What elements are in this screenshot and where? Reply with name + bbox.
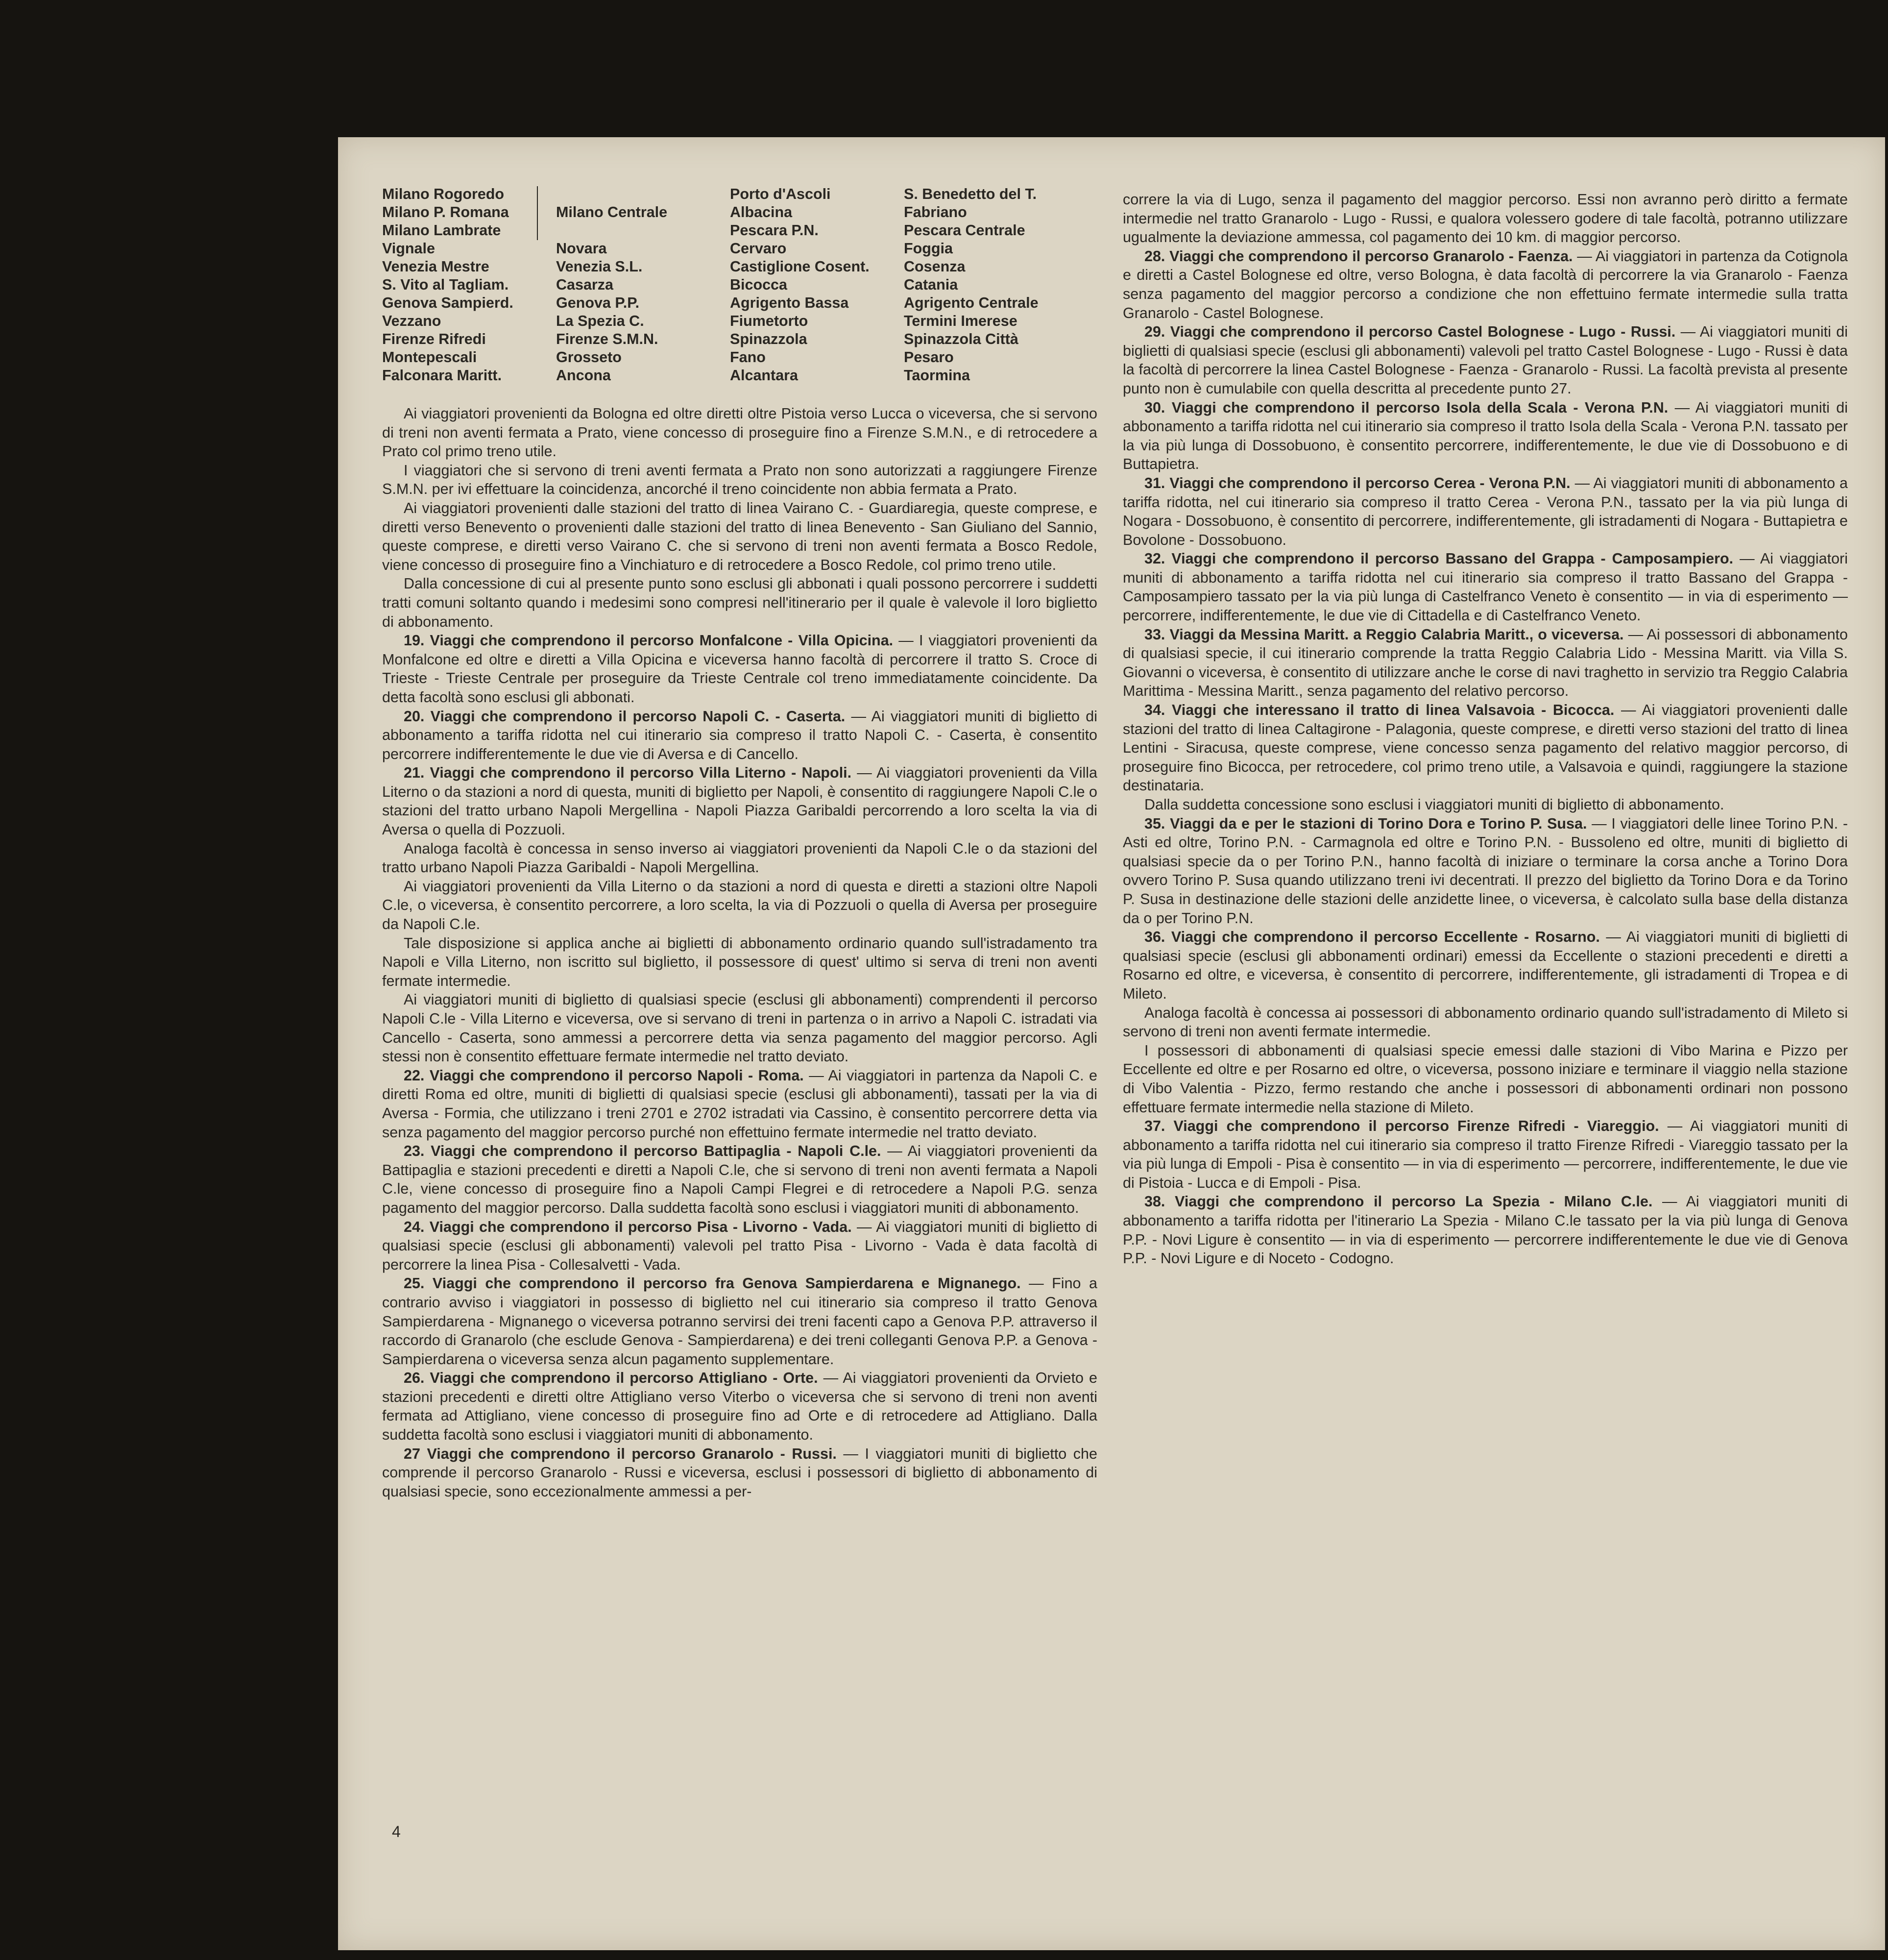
station-name: Genova P.P.: [556, 294, 640, 311]
paragraph: I viaggiatori che si servono di treni aventi fermata a Prato non sono autorizzati a raggiungere Firenze S.M.N. per ivi effettuare la coincidenza, ancorché il treno coincidente non abbia fermata a Prato.: [382, 462, 1097, 498]
section-body: — Fino a contrario avviso i viaggiatori in possesso di biglietto nel cui itinerario sia compreso il tratto Genova Sampierdarena - Mignanego o viceversa potranno servirsi dei treni facenti capo a Genova P.P. attraverso il raccordo di Granarolo (che esclude Genova - Sampierdarena) e dei treni colleganti Genova P.P. a Genova - Sampierdarena o viceversa senza alcun pagamento supplementare.: [382, 1275, 1097, 1368]
section-body: — Ai viaggiatori provenienti dalle stazioni del tratto di linea Caltagirone - Palagonia, queste comprese, e diretti verso stazioni del tratto di linea Lentini - Siracusa, queste comprese, viene concesso senza pagamento del relativo maggior percorso, di proseguire fino Bicocca, per retrocedere, col primo treno utile, a Valsavoia e quindi, raggiungere la stazione destinataria.: [1123, 702, 1848, 794]
station-name: Firenze S.M.N.: [556, 331, 658, 347]
station-name: Cervaro: [730, 240, 787, 257]
station-name: Foggia: [904, 240, 953, 257]
station-name: S. Vito al Tagliam.: [382, 276, 509, 293]
section-heading: 26. Viaggi che comprendono il percorso Attigliano - Orte.: [404, 1370, 818, 1387]
station-name: Spinazzola: [730, 331, 807, 347]
page-number: 4: [392, 1823, 401, 1840]
station-name: Agrigento Bassa: [730, 294, 849, 311]
section-body: — I viaggiatori muniti di biglietto che comprende il percorso Granarolo - Russi e viceversa, esclusi i possessori di biglietto di abbonamento di qualsiasi specie, sono eccezionalmente ammessi a per-: [382, 1445, 1097, 1500]
station-name: Termini Imerese: [904, 313, 1017, 329]
section-21: [382, 763, 1097, 839]
station-brace: [537, 186, 543, 240]
section-body: — Ai viaggiatori muniti di abbonamento a tariffa ridotta nel cui itinerario sia compreso il tratto Firenze Rifredi - Viareggio tassato per la via più lunga di Empoli - Pisa è consentito — in via di esperimento — percorrere, indifferentemente, le due vie di Pistoia - Lucca e di Empoli - Pisa.: [1123, 1118, 1848, 1191]
section-heading: 19. Viaggi che comprendono il percorso Monfalcone - Villa Opicina.: [404, 632, 894, 649]
paragraph: Dalla suddetta concessione sono esclusi i viaggiatori muniti di biglietto di abbonamento.: [1144, 796, 1724, 813]
paragraph: Ai viaggiatori provenienti da Villa Literno o da stazioni a nord di questa e diretti a stazioni oltre Napoli C.le, o viceversa, è consentito percorrere, a loro scelta, la via di Pozzuoli o quella di Aversa per proseguire da Napoli C.le.: [382, 878, 1097, 933]
section-heading: 27 Viaggi che comprendono il percorso Granarolo - Russi.: [404, 1445, 837, 1462]
station-name: Venezia Mestre: [382, 258, 489, 275]
station-name: La Spezia C.: [556, 313, 644, 329]
section-heading: 35. Viaggi da e per le stazioni di Torino Dora e Torino P. Susa.: [1144, 815, 1587, 832]
station-name: Grosseto: [556, 349, 622, 366]
station-name: Milano P. Romana: [382, 204, 509, 220]
section-heading: 24. Viaggi che comprendono il percorso Pisa - Livorno - Vada.: [404, 1218, 852, 1235]
paragraph: Tale disposizione si applica anche ai biglietti di abbonamento ordinario quando sull'istradamento tra Napoli e Villa Literno, non iscritto sul biglietto, il possessore di quest' ultimo si serva di treni non aventi fermate intermedie.: [382, 934, 1097, 989]
section-30: [1123, 398, 1848, 474]
station-name: Firenze Rifredi: [382, 331, 486, 347]
section-body: — Ai viaggiatori muniti di biglietto di qualsiasi specie (esclusi gli abbonamenti) valevoli pel tratto Pisa - Livorno - Vada è data facoltà di percorrere la linea Pisa - Collesalvetti - Vada.: [382, 1218, 1097, 1273]
section-37: [1123, 1117, 1848, 1192]
station-name: Fiumetorto: [730, 313, 808, 329]
section-body: — Ai possessori di abbonamento di qualsiasi specie, il cui itinerario comprende la tratta Reggio Calabria Lido - Messina Maritt. via Villa S. Giovanni o viceversa, è consentito di utilizzare anche le corse di navi traghetto in servizio tra Reggio Calabria Marittima - Messina Maritt., senza pagamento del relativo percorso.: [1123, 626, 1848, 700]
stations-col-1: [382, 185, 556, 385]
station-name: Ancona: [556, 367, 611, 384]
section-heading: 20. Viaggi che comprendono il percorso Napoli C. - Caserta.: [404, 708, 846, 725]
section-31: [1123, 474, 1848, 549]
paragraph: I possessori di abbonamenti di qualsiasi specie emessi dalle stazioni di Vibo Marina e Pizzo per Eccellente ed oltre e per Rosarno ed oltre, o viceversa, possono iniziare e terminare il viaggio nella stazione di Vibo Valentia - Pizzo, fermo restando che anche i possessori di abbonamenti ordinari non possono effettuare fermate intermedie nella stazione di Mileto.: [1123, 1042, 1848, 1116]
stations-col-4: [904, 185, 1078, 385]
section-body: — Ai viaggiatori muniti di abbonamento a tariffa ridotta, nel cui itinerario sia compreso il tratto Cerea - Verona P.N., tassato per la via più lunga di Nogara - Dossobuono, è consentito di percorrere, indifferentemente, gli istradamenti di Nogara - Buttapietra e Bovolone - Dossobuono.: [1123, 474, 1848, 548]
section-heading: 21. Viaggi che comprendono il percorso Villa Literno - Napoli.: [404, 764, 852, 782]
paragraph: Dalla concessione di cui al presente punto sono esclusi gli abbonati i quali possono percorrere i suddetti tratti comuni soltanto quando i medesimi sono compresi nell'itinerario per il quale è valevole il loro biglietto di abbonamento.: [382, 575, 1097, 630]
section-heading: 37. Viaggi che comprendono il percorso Firenze Rifredi - Viareggio.: [1144, 1118, 1659, 1135]
section-body: — Ai viaggiatori muniti di abbonamento a tariffa ridotta nel cui itinerario sia compreso il tratto Isola della Scala - Verona P.N. tassato per la via più lunga di Dossobuono, è consentito percorrere, indifferentemente, le due vie di Dossobuono e di Buttapietra.: [1123, 399, 1848, 473]
section-34: [1123, 701, 1848, 795]
station-name: Bicocca: [730, 276, 787, 293]
section-23: [382, 1142, 1097, 1217]
section-heading: 22. Viaggi che comprendono il percorso Napoli - Roma.: [404, 1067, 804, 1084]
station-name: Novara: [556, 240, 607, 257]
station-name: Agrigento Centrale: [904, 294, 1039, 311]
section-body: — Ai viaggiatori provenienti da Villa Literno o da stazioni a nord di questa, muniti di biglietto per Napoli, è consentito di raggiungere Napoli C.le o stazioni del tratto urbano Napoli Mergellina - Napoli Piazza Garibaldi percorrendo a loro scelta la via di Aversa o quella di Pozzuoli.: [382, 764, 1098, 838]
section-body: — Ai viaggiatori muniti di biglietti di qualsiasi specie (esclusi gli abbonamenti ordinari) emessi da Eccellente o stazioni precedenti e diretti a Rosarno ed oltre, e viceversa, è consentito di percorrere, indifferentemente, gli istradamenti di Tropea e di Mileto.: [1123, 929, 1848, 1002]
station-name: Pescara P.N.: [730, 222, 819, 239]
station-name: Albacina: [730, 204, 793, 220]
section-26: [382, 1369, 1097, 1444]
section-22: [382, 1066, 1097, 1142]
left-column: [382, 185, 1097, 1501]
stations-col-3: [730, 185, 904, 385]
section-heading: 30. Viaggi che comprendono il percorso Isola della Scala - Verona P.N.: [1144, 399, 1669, 416]
section-29: [1123, 322, 1848, 398]
section-heading: 38. Viaggi che comprendono il percorso La Spezia - Milano C.le.: [1144, 1193, 1653, 1210]
section-36: [1123, 928, 1848, 1003]
paragraph: Analoga facoltà è concessa in senso inverso ai viaggiatori provenienti da Napoli C.le o da stazioni del tratto urbano Napoli Piazza Garibaldi - Napoli Mergellina.: [382, 840, 1097, 876]
station-name: Vezzano: [382, 313, 441, 329]
station-name: Cosenza: [904, 258, 966, 275]
station-name: Montepescali: [382, 349, 477, 366]
section-body: — Ai viaggiatori provenienti da Battipaglia e stazioni precedenti e diretti a Napoli C.le, che si servono di treni non aventi fermata a Napoli C.le, viene concesso di proseguire fino a Napoli Campi Flegrei e di retrocedere a Napoli P.G. senza pagamento del maggior percorso. Dalla suddetta facoltà sono esclusi i viaggiatori muniti di abbonamento.: [382, 1143, 1097, 1216]
station-name: S. Benedetto del T.: [904, 186, 1037, 202]
section-heading: 29. Viaggi che comprendono il percorso Castel Bolognese - Lugo - Russi.: [1144, 323, 1676, 341]
section-heading: 34. Viaggi che interessano il tratto di linea Valsavoia - Bicocca.: [1144, 702, 1615, 719]
station-name: Vignale: [382, 240, 435, 257]
section-heading: 25. Viaggi che comprendono il percorso fra Genova Sampierdarena e Mignanego.: [404, 1275, 1021, 1292]
station-name: Alcantara: [730, 367, 799, 384]
document-page: [338, 137, 1885, 1950]
stations-table: [382, 185, 1097, 385]
station-name: Milano Centrale: [556, 204, 668, 220]
station-name: Catania: [904, 276, 958, 293]
section-heading: 28. Viaggi che comprendono il percorso Granarolo - Faenza.: [1144, 247, 1573, 265]
section-25: [382, 1274, 1097, 1369]
station-name: Falconara Maritt.: [382, 367, 502, 384]
paragraph: Ai viaggiatori muniti di biglietto di qualsiasi specie (esclusi gli abbonamenti) comprendenti il percorso Napoli C.le - Villa Literno e viceversa, ove si servano di treni in partenza o in arrivo a Napoli C. istradati via Cancello - Caserta, sono ammessi a percorrere detta via senza pagamento del maggior percorso. Agli stessi non è consentito effettuare fermate intermedie nel tratto deviato.: [382, 991, 1097, 1065]
station-name: [556, 221, 730, 240]
section-body: — Ai viaggiatori muniti di biglietto di abbonamento a tariffa ridotta nel cui itinerario sia compreso il tratto Napoli C. - Caserta, è consentito percorrere indifferentemente le due vie di Aversa e di Cancello.: [382, 708, 1097, 762]
section-heading: 31. Viaggi che comprendono il percorso Cerea - Verona P.N.: [1144, 474, 1571, 491]
paragraph: Analoga facoltà è concessa ai possessori di abbonamento ordinario quando sull'istradamento di Mileto si servono di treni non aventi fermate intermedie.: [1123, 1004, 1848, 1040]
right-column: [1123, 190, 1848, 1268]
station-name: Pescara Centrale: [904, 222, 1025, 239]
paragraph: correre la via di Lugo, senza il pagamento del maggior percorso. Essi non avranno però diritto a fermate intermedie nel tratto Granarolo - Lugo - Russi, e qualora volessero godere di tale facoltà, potranno utilizzare ugualmente la deviazione ammessa, col pagamento dei 10 km. di maggior percorso.: [1123, 191, 1848, 246]
section-body: — Ai viaggiatori muniti di biglietti di qualsiasi specie (esclusi gli abbonamenti) valevoli pel tratto Castel Bolognese - Lugo - Russi è data la facoltà di percorrere la linea Castel Bolognese - Faenza - Granarolo - Russi. La facoltà prevista al presente punto non è cumulabile con quella descritta al precedente punto 27.: [1123, 323, 1848, 397]
section-body: — I viaggiatori provenienti da Monfalcone ed oltre e diretti a Villa Opicina e viceversa hanno facoltà di percorrere il tratto S. Croce di Trieste - Trieste Centrale per proseguire da Trieste Centrale col treno immediatamente coincidente. Da detta facoltà sono esclusi gli abbonati.: [382, 632, 1098, 706]
paragraph: Ai viaggiatori provenienti da Bologna ed oltre diretti oltre Pistoia verso Lucca o viceversa, che si servono di treni non aventi fermata a Prato, viene concesso di proseguire fino a Firenze S.M.N., e di retrocedere a Prato col primo treno utile.: [382, 405, 1097, 460]
section-heading: 23. Viaggi che comprendono il percorso Battipaglia - Napoli C.le.: [404, 1143, 881, 1160]
station-name: Venezia S.L.: [556, 258, 643, 275]
paragraph: Ai viaggiatori provenienti dalle stazioni del tratto di linea Vairano C. - Guardiaregia, queste comprese, e diretti verso Benevento o provenienti dalle stazioni del tratto di linea Benevento - San Giuliano del Sannio, queste comprese, e diretti verso Vairano C. che si servono di treni non aventi fermata a Bosco Redole, viene concesso di proseguire fino a Vinchiaturo e di retrocedere a Bosco Redole, col primo treno utile.: [382, 499, 1097, 573]
section-heading: 33. Viaggi da Messina Maritt. a Reggio Calabria Maritt., o viceversa.: [1144, 626, 1624, 643]
station-name: Fano: [730, 349, 766, 366]
section-38: [1123, 1192, 1848, 1268]
section-28: [1123, 247, 1848, 322]
station-name: Castiglione Cosent.: [730, 258, 870, 275]
section-24: [382, 1218, 1097, 1274]
section-33: [1123, 625, 1848, 701]
station-name: Pesaro: [904, 349, 954, 366]
station-name: Milano Lambrate: [382, 222, 501, 239]
section-35: [1123, 814, 1848, 928]
station-name: Milano Rogoredo: [382, 186, 505, 202]
section-heading: 36. Viaggi che comprendono il percorso Eccellente - Rosarno.: [1144, 929, 1600, 946]
section-heading: 32. Viaggi che comprendono il percorso Bassano del Grappa - Camposampiero.: [1144, 550, 1734, 567]
section-20: [382, 707, 1097, 764]
station-name: Porto d'Ascoli: [730, 186, 831, 202]
station-name: Taormina: [904, 367, 970, 384]
section-27: [382, 1445, 1097, 1501]
station-name: Spinazzola Città: [904, 331, 1018, 347]
section-body: — Ai viaggiatori provenienti da Orvieto e stazioni precedenti e diretti oltre Attigliano verso Viterbo o viceversa che si servono di treni non aventi fermata ad Attigliano, viene concesso di proseguire fino ad Orte e di retrocedere ad Attigliano. Dalla suddetta facoltà sono esclusi i viaggiatori muniti di abbonamento.: [382, 1370, 1097, 1444]
section-body: — Ai viaggiatori muniti di abbonamento a tariffa ridotta per l'itinerario La Spezia - Milano C.le tassato per la via più lunga di Genova P.P. - Novi Ligure è consentito — in via di esperimento — percorrere indifferentemente le due vie di Genova P.P. - Novi Ligure e di Noceto - Codogno.: [1123, 1193, 1848, 1267]
stations-col-2: [556, 185, 730, 385]
section-19: [382, 631, 1097, 707]
station-name: Casarza: [556, 276, 613, 293]
section-body: — I viaggiatori delle linee Torino P.N. - Asti ed oltre, Torino P.N. - Carmagnola ed oltre e Torino P.N. - Bussoleno ed oltre, muniti di biglietto di qualsiasi specie da o per Torino P.N., hanno facoltà di iniziare o terminare la corsa anche a Torino Dora ovvero Torino P. Susa quando utilizzano treni ivi decentrati. Il prezzo del biglietto da Torino Dora e da Torino P. Susa in destinazione delle stazioni delle anzidette linee, o viceversa, è calcolato sulla base della distanza da o per Torino P.N.: [1123, 815, 1848, 927]
section-32: [1123, 549, 1848, 625]
section-body: — Ai viaggiatori in partenza da Cotignola e diretti a Castel Bolognese ed oltre, verso Bologna, è data facoltà di percorrere la via Granarolo - Faenza senza pagamento del maggior percorso a condizione che non effettuino fermate intermedie sulla tratta Granarolo - Castel Bolognese.: [1123, 247, 1848, 321]
station-name: Genova Sampierd.: [382, 294, 513, 311]
station-name: Fabriano: [904, 204, 967, 220]
section-body: — Ai viaggiatori muniti di abbonamento a tariffa ridotta nel cui itinerario sia compreso il tratto Bassano del Grappa - Camposampiero tassato per la via più lunga di Castelfranco Veneto è consentito — in via di esperimento — percorrere, indifferentemente, le due vie di Cittadella e di Castelfranco Veneto.: [1123, 550, 1848, 624]
section-body: — Ai viaggiatori in partenza da Napoli C. e diretti Roma ed oltre, muniti di biglietti di qualsiasi specie (esclusi gli abbonamenti), tassati per la via di Aversa - Formia, che utilizzano i treni 2701 e 2702 istradati via Cassino, è consentito percorrere detta via senza pagamento del maggior percorso purché non effettuino fermate intermedie nel tratto deviato.: [382, 1067, 1097, 1141]
